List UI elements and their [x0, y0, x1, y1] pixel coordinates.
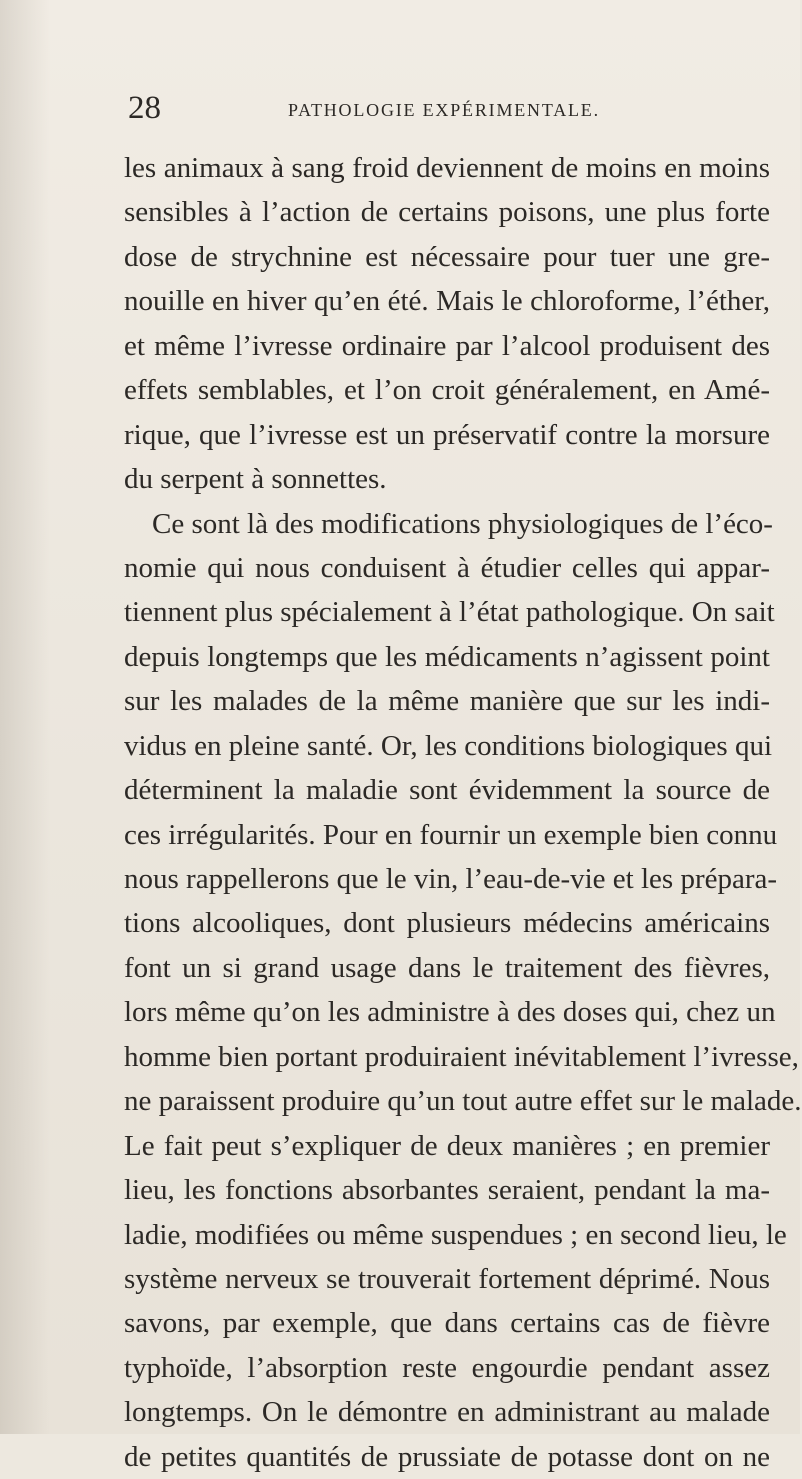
- text-line: ladie, modifiées ou même suspendues ; en second lieu, le: [124, 1218, 787, 1251]
- text-line: lors même qu’on les administre à des doses qui, chez un: [124, 996, 776, 1029]
- running-title: PATHOLOGIE EXPÉRIMENTALE.: [288, 100, 600, 120]
- text-line: Ce sont là des modifications physiologiques de l’éco-: [152, 507, 773, 540]
- text-line: typhoïde, l’absorption reste engourdie pendant assez: [124, 1351, 770, 1384]
- text-line: sur les malades de la même manière que sur les indi-: [124, 685, 770, 718]
- text-line: effets semblables, et l’on croit généralement, en Amé-: [124, 374, 770, 407]
- text-line: sensibles à l’action de certains poisons, une plus forte: [124, 196, 770, 229]
- text-line: ces irrégularités. Pour en fournir un exemple bien connu: [124, 818, 778, 851]
- text-line: font un si grand usage dans le traitement des fièvres,: [124, 951, 770, 984]
- page-header: [128, 88, 688, 128]
- text-line: rique, que l’ivresse est un préservatif contre la morsure: [124, 418, 770, 451]
- text-line: nomie qui nous conduisent à étudier celles qui appar-: [124, 551, 770, 584]
- text-line: tiennent plus spécialement à l’état pathologique. On sait: [124, 596, 775, 629]
- text-line: système nerveux se trouverait fortement déprimé. Nous: [124, 1262, 770, 1295]
- text-line: vidus en pleine santé. Or, les conditions biologiques qui: [124, 729, 773, 762]
- text-line: depuis longtemps que les médicaments n’agissent point: [124, 640, 770, 673]
- text-line: nouille en hiver qu’en été. Mais le chloroforme, l’éther,: [124, 285, 770, 318]
- text-line: nous rappellerons que le vin, l’eau-de-vie et les prépara-: [124, 863, 778, 895]
- text-line: dose de strychnine est nécessaire pour tuer une gre-: [124, 240, 770, 273]
- text-line: tions alcooliques, dont plusieurs médecins américains: [124, 907, 770, 940]
- text-line: déterminent la maladie sont évidemment la source de: [124, 774, 770, 807]
- text-line: du serpent à sonnettes.: [124, 463, 387, 496]
- text-line: de petites quantités de prussiate de potasse dont on ne: [124, 1440, 770, 1473]
- text-line: homme bien portant produiraient inévitablement l’ivresse,: [124, 1040, 799, 1073]
- text-line: savons, par exemple, que dans certains cas de fièvre: [124, 1307, 770, 1340]
- body-text: [124, 146, 802, 1479]
- text-line: ne paraissent produire qu’un tout autre effet sur le malade.: [124, 1085, 802, 1118]
- text-line: les animaux à sang froid deviennent de moins en moins: [124, 152, 770, 184]
- text-line: longtemps. On le démontre en administrant au malade: [124, 1396, 770, 1429]
- page-number: 28: [128, 90, 161, 126]
- text-line: lieu, les fonctions absorbantes seraient, pendant la ma-: [124, 1174, 770, 1207]
- text-line: et même l’ivresse ordinaire par l’alcool produisent des: [124, 329, 770, 362]
- text-line: Le fait peut s’expliquer de deux manières ; en premier: [124, 1129, 770, 1162]
